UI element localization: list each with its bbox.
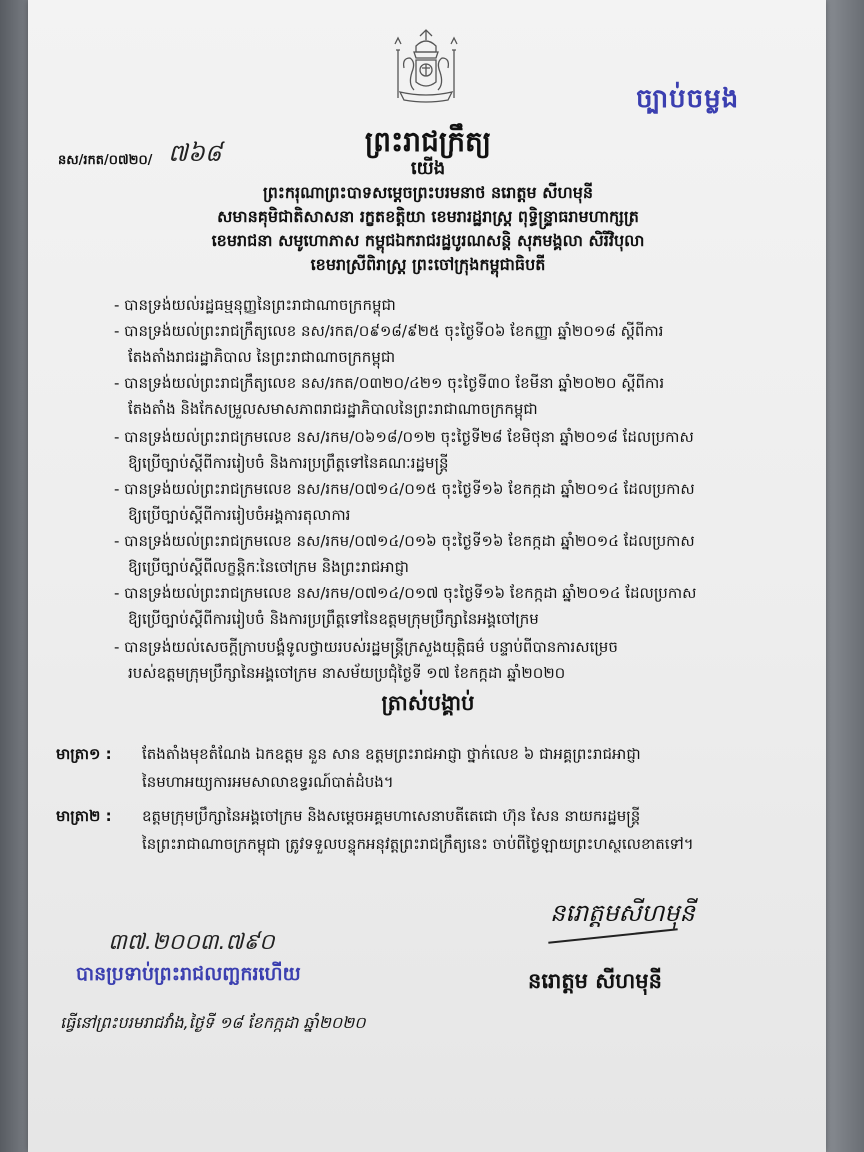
king-name: នរោត្តម សីហមុនី bbox=[528, 969, 662, 993]
article-label: មាត្រា២ : bbox=[56, 807, 112, 825]
article-text: នៃមហាអយ្យការអមសាលាឧទ្ធរណ៍បាត់ដំបង។ bbox=[142, 773, 394, 791]
background-right bbox=[824, 0, 864, 1152]
intro-line: ខេមរាជនា សមូហោភាស កម្ពុជឯករាជរដ្ឋបូរណសន្តិ សុភមង្គលា សិរីវិបុលា bbox=[211, 231, 645, 250]
document-page bbox=[28, 0, 826, 1152]
visa-item: - បានទ្រង់យល់ព្រះរាជក្រឹត្យលេខ នស/រកត/០៩១៨/៩២៥ ចុះថ្ងៃទី០៦ ខែកញ្ញា ឆ្នាំ២០១៨ ស្តីពីការ bbox=[114, 322, 664, 340]
intro-line: សមានគុមិជាតិសាសនា រក្ខតខត្តិយា ខេមរារដ្ឋរាស្ត្រ ពុទ្ធិន្ទ្រាធរាមហាក្សត្រ bbox=[217, 207, 639, 226]
background-left bbox=[0, 0, 30, 1152]
article-text: ឧត្តមក្រុមប្រឹក្សានៃអង្គចៅក្រម និងសម្តេចអគ្គមហាសេនាបតីតេជោ ហ៊ុន សែន នាយករដ្ឋមន្ត្រី bbox=[142, 807, 641, 825]
intro-line: ខេមរាស្រីពិរាស្ត្រ ព្រះចៅក្រុងកម្ពុជាធិបតី bbox=[310, 255, 546, 274]
orders-title: ត្រាស់បង្គាប់ bbox=[381, 691, 475, 715]
visa-item: - បានទ្រង់យល់រដ្ឋធម្មនុញ្ញនៃព្រះរាជាណាចក្រកម្ពុជា bbox=[114, 296, 396, 314]
reference-handwritten: ៧៦៨ bbox=[168, 139, 222, 167]
visa-item: - បានទ្រង់យល់សេចក្តីក្រាបបង្គំទូលថ្វាយរបស់រដ្ឋមន្ត្រីក្រសួងយុត្តិធម៌ បន្ទាប់ពីបានការសម្រេច bbox=[114, 638, 618, 656]
visa-item-continuation: ឱ្យប្រើច្បាប់ស្តីពីការរៀបចំអង្គការតុលាការ bbox=[128, 506, 351, 524]
royal-signature: នរោត្តមសីហមុនី bbox=[550, 899, 695, 927]
copy-stamp-top: ច្បាប់ចម្លង bbox=[636, 84, 740, 114]
visa-item-continuation: ឱ្យប្រើច្បាប់ស្តីពីការរៀបចំ និងការប្រព្រឹត្តទៅនៃឧត្តមក្រុមប្រឹក្សានៃអង្គចៅក្រម bbox=[128, 610, 539, 628]
visa-item: - បានទ្រង់យល់ព្រះរាជក្រឹត្យលេខ នស/រកត/០៣២០/៤២១ ចុះថ្ងៃទី៣០ ខែមីនា ឆ្នាំ២០២០ ស្តីពីការ bbox=[114, 374, 665, 392]
reference-number: នស/រកត/០៧២០/ bbox=[58, 153, 153, 168]
visa-item: - បានទ្រង់យល់ព្រះរាជក្រមលេខ នស/រកម/០៧១៤/០១៥ ចុះថ្ងៃទី១៦ ខែកក្កដា ឆ្នាំ២០១៤ ដែលប្រកាស bbox=[114, 480, 695, 498]
handwritten-number: ៣៧.២០០៣.៧៩០ bbox=[108, 930, 275, 955]
visa-item-continuation: ឱ្យប្រើច្បាប់ស្តីពីការរៀបចំ និងការប្រព្រឹត្តទៅនៃគណៈរដ្ឋមន្ត្រី bbox=[128, 454, 449, 472]
visa-item-continuation: តែងតាំងរាជរដ្ឋាភិបាល នៃព្រះរាជាណាចក្រកម្ពុជា bbox=[128, 348, 396, 366]
visa-item: - បានទ្រង់យល់ព្រះរាជក្រមលេខ នស/រកម/០៧១៤/០១៧ ចុះថ្ងៃទី១៦ ខែកក្កដា ឆ្នាំ២០១៤ ដែលប្រកាស bbox=[114, 584, 697, 602]
article-text: តែងតាំងមុខតំណែង ឯកឧត្តម នួន សាន ឧត្តមព្រះរាជអាជ្ញា ថ្នាក់លេខ ៦ ជាអគ្គព្រះរាជអាជ្ញា bbox=[142, 745, 641, 763]
visa-item: - បានទ្រង់យល់ព្រះរាជក្រមលេខ នស/រកម/០៦១៨/០១២ ចុះថ្ងៃទី២៨ ខែមិថុនា ឆ្នាំ២០១៨ ដែលប្រកាស bbox=[114, 428, 694, 446]
visa-item-continuation: របស់ឧត្តមក្រុមប្រឹក្សានៃអង្គចៅក្រម នាសម័យប្រជុំថ្ងៃទី ១៧ ខែកក្កដា ឆ្នាំ២០២០ bbox=[128, 664, 566, 682]
visa-item: - បានទ្រង់យល់ព្រះរាជក្រមលេខ នស/រកម/០៧១៤/០១៦ ចុះថ្ងៃទី១៦ ខែកក្កដា ឆ្នាំ២០១៤ ដែលប្រកាស bbox=[114, 532, 695, 550]
article-text: នៃព្រះរាជាណាចក្រកម្ពុជា ត្រូវទទួលបន្ទុកអនុវត្តព្រះរាជក្រឹត្យនេះ ចាប់ពីថ្ងៃឡាយព្រះហស្ថលេខាតទៅ។ bbox=[142, 835, 694, 853]
document-title: ព្រះរាជក្រឹត្យ bbox=[364, 125, 492, 158]
royal-coat-of-arms-icon bbox=[386, 28, 466, 106]
seal-stamp-bottom: បានប្រទាប់ព្រះរាជលញ្ឆករហើយ bbox=[76, 963, 301, 985]
date-line: ធ្វើនៅព្រះបរមរាជវាំង,ថ្ងៃទី ១៨ ខែកក្កដា ឆ្នាំ២០២០ bbox=[60, 1013, 366, 1032]
visa-item-continuation: តែងតាំង និងកែសម្រួលសមាសភាពរាជរដ្ឋាភិបាលនៃព្រះរាជាណាចក្រកម្ពុជា bbox=[128, 400, 538, 418]
article-label: មាត្រា១ : bbox=[56, 745, 112, 763]
heading-we: យើង bbox=[410, 158, 446, 179]
intro-line: ព្រះករុណាព្រះបាទសម្តេចព្រះបរមនាថ នរោត្តម សីហមុនី bbox=[262, 183, 594, 202]
visa-item-continuation: ឱ្យប្រើច្បាប់ស្តីពីលក្ខន្តិកៈនៃចៅក្រម និងព្រះរាជអាជ្ញា bbox=[128, 558, 409, 576]
